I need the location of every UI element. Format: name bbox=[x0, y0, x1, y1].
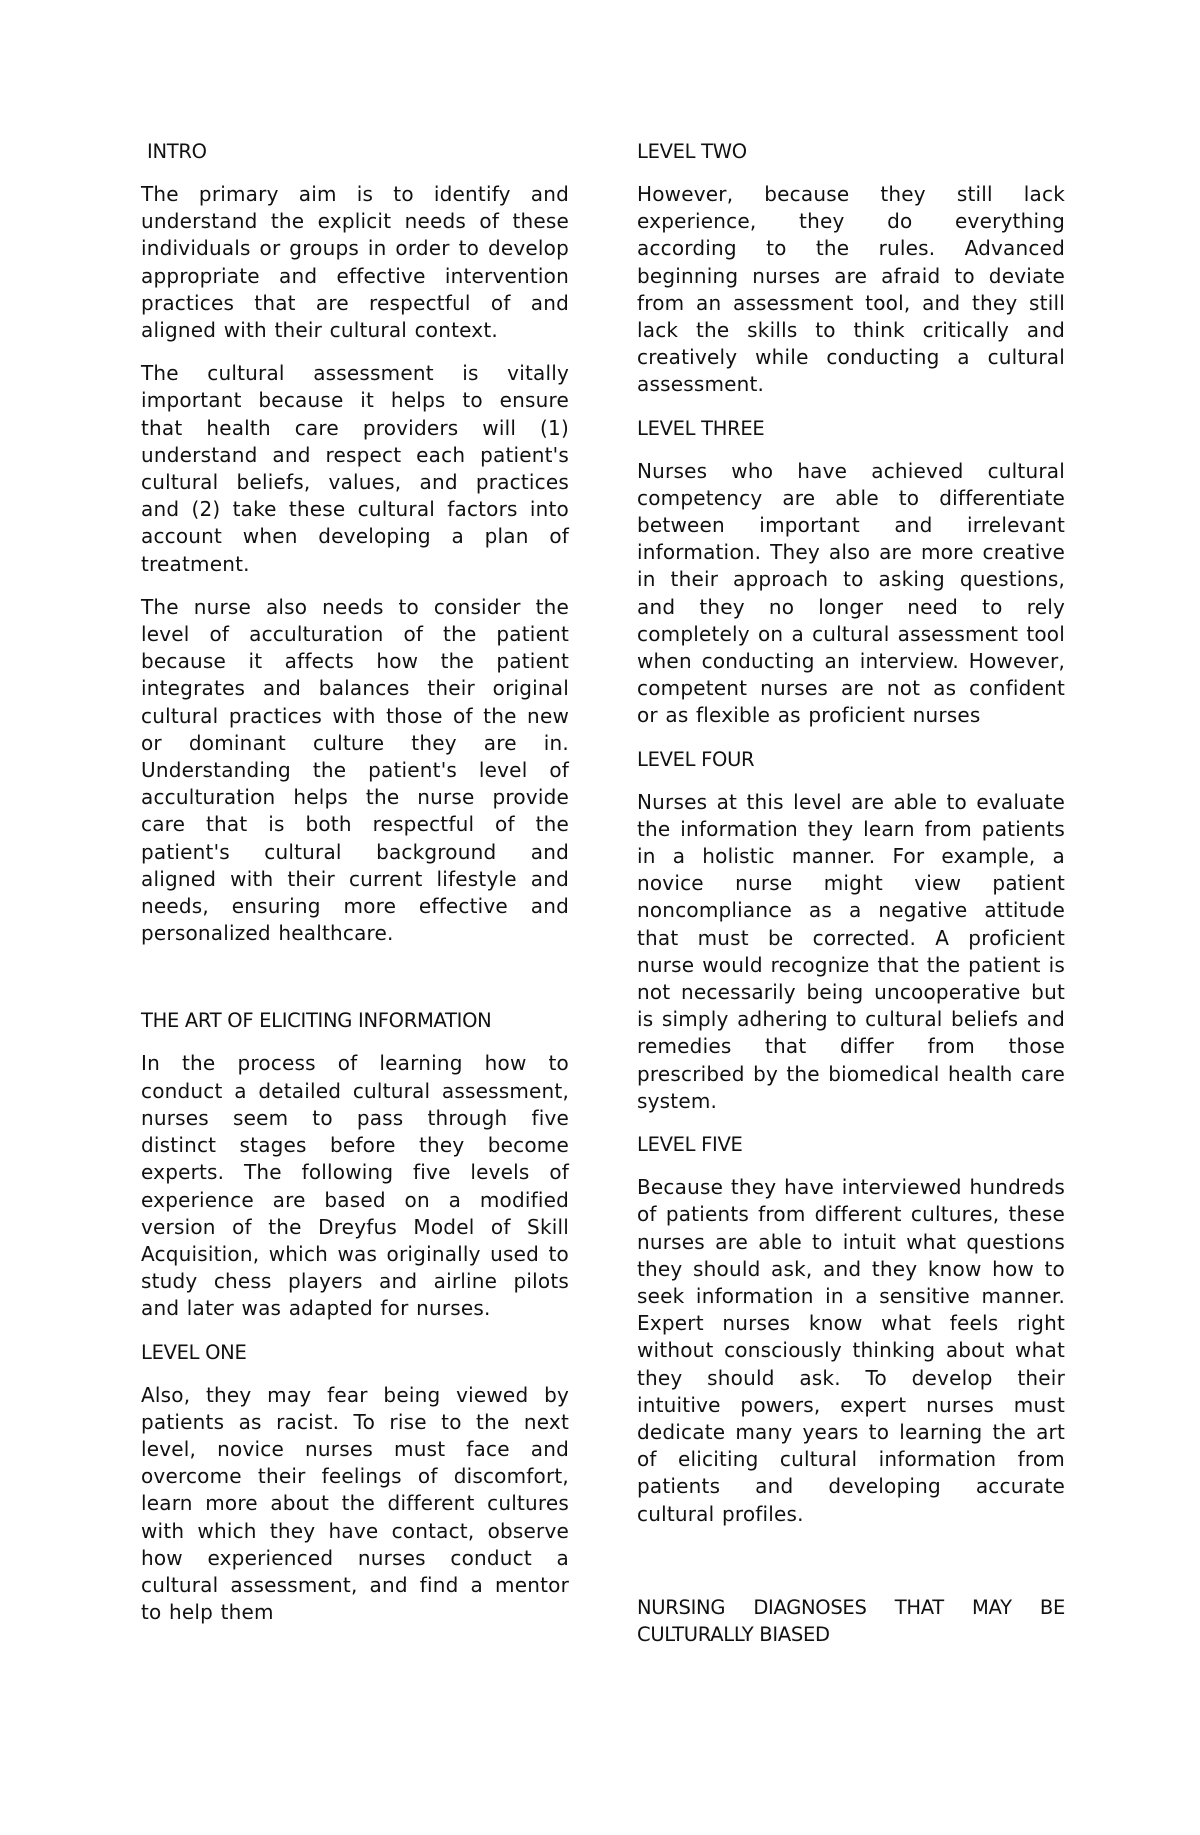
level-five-heading: LEVEL FIVE bbox=[637, 1133, 743, 1157]
level-one-heading: LEVEL ONE bbox=[141, 1340, 247, 1364]
level-two-paragraph: However, because they still lack experience, they do everything according to the rules. Advanced beginning nurses are afraid to deviate from an assessment tool, and they still lack the skills to think critically and creatively while conducting a cultural assessment. bbox=[637, 182, 1065, 397]
level-five-paragraph: Because they have interviewed hundreds of patients from different cultures, these nurses are able to intuit what questions they should ask, and they know how to seek information in a sensitive manner. Expert nurses know what feels right without consciously thinking about what they should ask. To develop their intuitive powers, expert nurses must dedicate many years to learning the art of eliciting cultural information from patients and developing accurate cultural profiles. bbox=[637, 1175, 1065, 1526]
intro-paragraph-2: The cultural assessment is vitally important because it helps to ensure that health care providers will (1) understand and respect each patient's cultural beliefs, values, and practices and (2) take these cultural factors into account when developing a plan of treatment. bbox=[141, 361, 569, 576]
level-three-paragraph: Nurses who have achieved cultural competency are able to differentiate between important and irrelevant information. They also are more creative in their approach to asking questions, and they no longer need to rely completely on a cultural assessment tool when conducting an interview. However, competent nurses are not as confident or as flexible as proficient nurses bbox=[637, 458, 1065, 728]
art-of-eliciting-paragraph: In the process of learning how to conduct a detailed cultural assessment, nurses seem to pass through five distinct stages before they become experts. The following five levels of experience are based on a modified version of the Dreyfus Model of Skill Acquisition, which was originally used to study chess players and airline pilots and later was adapted for nurses. bbox=[141, 1051, 569, 1321]
level-three-heading: LEVEL THREE bbox=[637, 416, 765, 440]
left-column bbox=[141, 138, 569, 1626]
level-four-paragraph: Nurses at this level are able to evaluate the information they learn from patients in a holistic manner. For example, a novice nurse might view patient noncompliance as a negative attitude that must be corrected. A proficient nurse would recognize that the patient is not necessarily being uncooperative but is simply adhering to cultural beliefs and remedies that differ from those prescribed by the biomedical health care system. bbox=[637, 789, 1065, 1113]
art-of-eliciting-heading: THE ART OF ELICITING INFORMATION bbox=[141, 1009, 492, 1033]
level-one-paragraph: Also, they may fear being viewed by patients as racist. To rise to the next level, novice nurses must face and overcome their feelings of discomfort, learn more about the different cultures with which they have contact, observe how experienced nurses conduct a cultural assessment, and find a mentor to help them bbox=[141, 1382, 569, 1625]
intro-heading: INTRO bbox=[147, 140, 207, 163]
nursing-diagnoses-heading: NURSING DIAGNOSES THAT MAY BE CULTURALLY BIASED bbox=[637, 1595, 1065, 1646]
intro-paragraph-1: The primary aim is to identify and understand the explicit needs of these individuals or groups in order to develop appropriate and effective intervention practices that are respectful of and aligned with their cultural context. bbox=[141, 182, 569, 343]
section-spacer bbox=[141, 963, 569, 1007]
intro-paragraph-3: The nurse also needs to consider the level of acculturation of the patient because it affects how the patient integrates and balances their original cultural practices with those of the new or dominant culture they are in. Understanding the patient's level of acculturation helps the nurse provide care that is both respectful of the patient's cultural background and aligned with their current lifestyle and needs, ensuring more effective and personalized healthcare. bbox=[141, 594, 569, 946]
level-four-heading: LEVEL FOUR bbox=[637, 747, 755, 771]
level-two-heading: LEVEL TWO bbox=[637, 140, 747, 163]
right-column bbox=[637, 138, 1065, 1664]
section-spacer bbox=[637, 1544, 1065, 1594]
